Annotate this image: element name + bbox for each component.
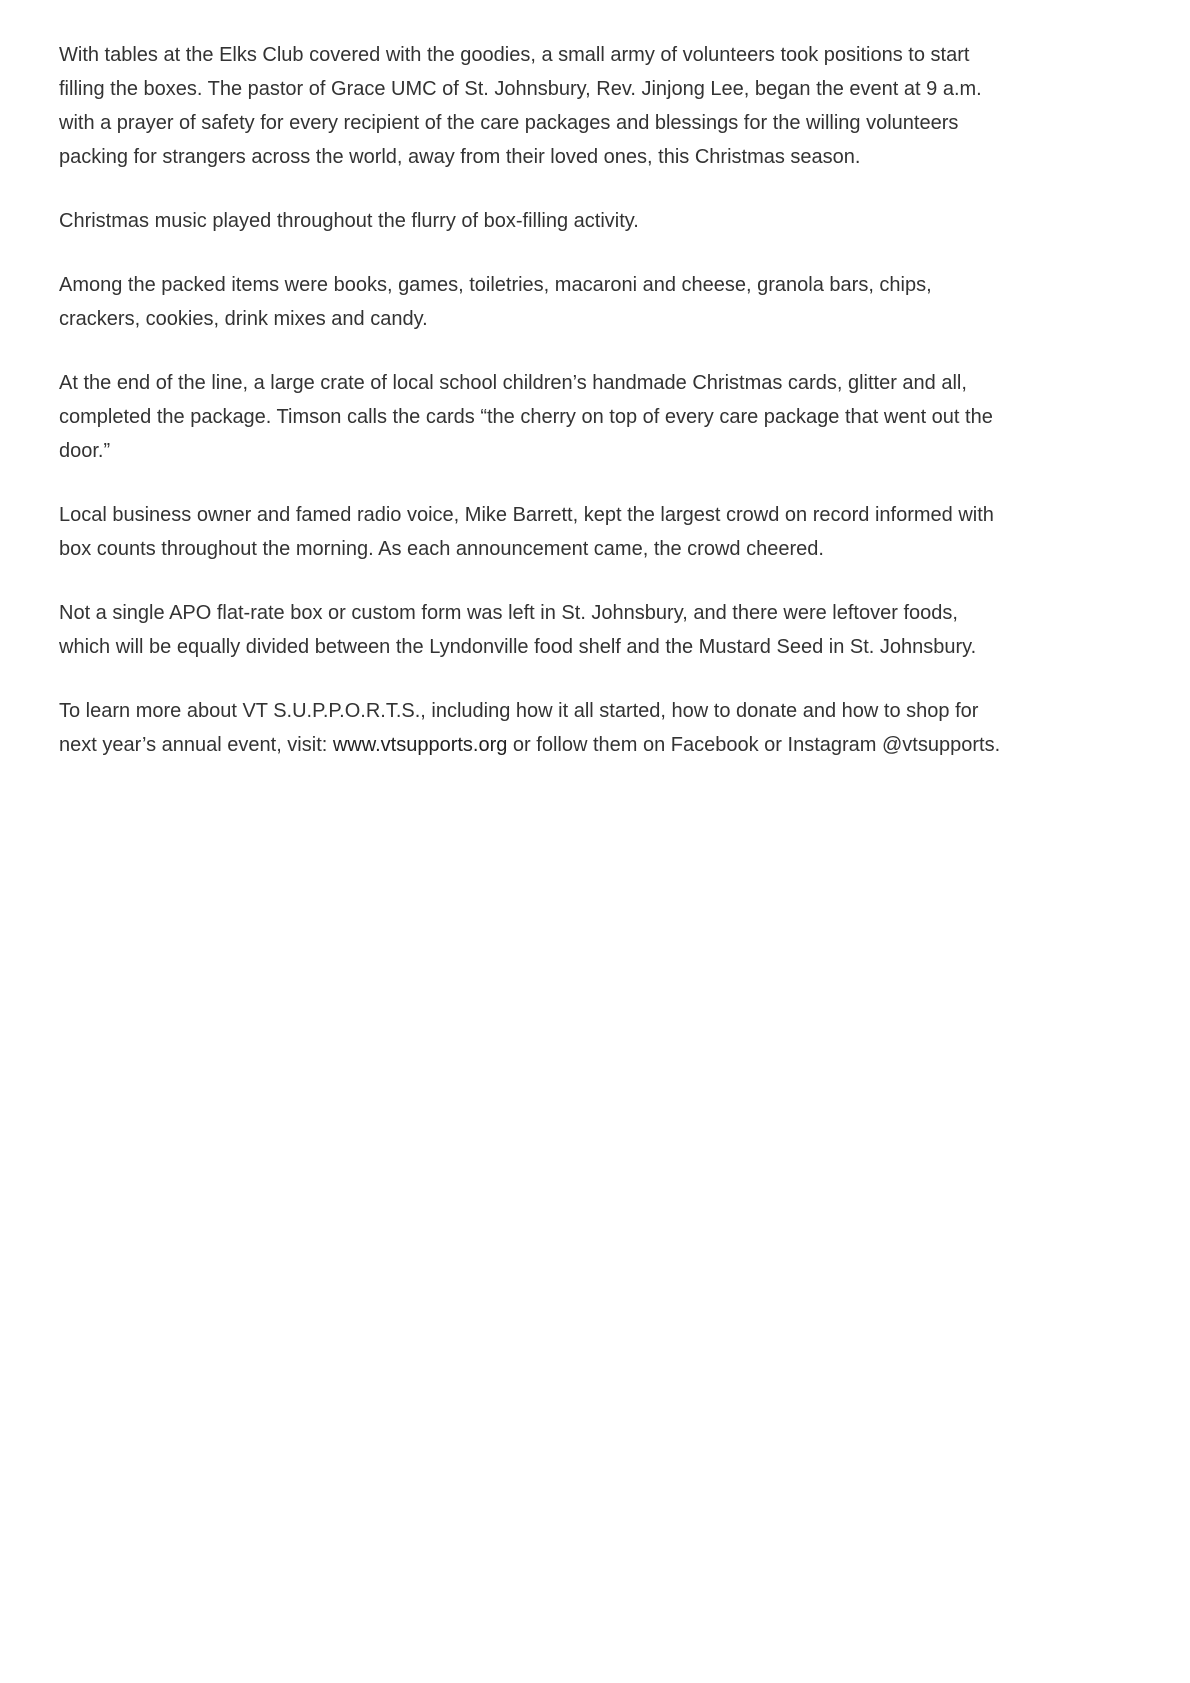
paragraph-box-counts: Local business owner and famed radio voice, Mike Barrett, kept the largest crowd on record informed with box counts throughout the morning. As each announcement came, the crowd cheered. xyxy=(59,504,994,560)
paragraph-volunteers: With tables at the Elks Club covered with the goodies, a small army of volunteers took positions to start filling the boxes. The pastor of Grace UMC of St. Johnsbury, Rev. Jinjong Lee, began the event at 9 a.m. with a prayer of safety for every recipient of the care packages and blessings for the willing volunteers packing for strangers across the world, away from their loved ones, this Christmas season. xyxy=(59,44,982,168)
paragraph-learn-more xyxy=(59,694,1009,762)
learn-more-text: To learn more about VT S.U.P.P.O.R.T.S., including how it all started, how to donate and how to shop for next year’s annual event, visit: xyxy=(59,700,979,756)
paragraph-christmas-cards: At the end of the line, a large crate of local school children’s handmade Christmas cards, glitter and all, completed the package. Timson calls the cards “the cherry on top of every care package that went out the door.” xyxy=(59,372,993,462)
paragraph-packed-items: Among the packed items were books, games, toiletries, macaroni and cheese, granola bars, chips, crackers, cookies, drink mixes and candy. xyxy=(59,274,932,330)
paragraph-music: Christmas music played throughout the flurry of box-filling activity. xyxy=(59,210,639,232)
vtsupports-link[interactable]: www.vtsupports.org xyxy=(332,734,508,756)
article-body xyxy=(59,38,1009,792)
learn-more-text-end: or follow them on Facebook or Instagram @vtsupports. xyxy=(507,734,1001,756)
paragraph-leftovers: Not a single APO flat-rate box or custom form was left in St. Johnsbury, and there were leftover foods, which will be equally divided between the Lyndonville food shelf and the Mustard Seed in St. Johnsbury. xyxy=(59,602,977,658)
